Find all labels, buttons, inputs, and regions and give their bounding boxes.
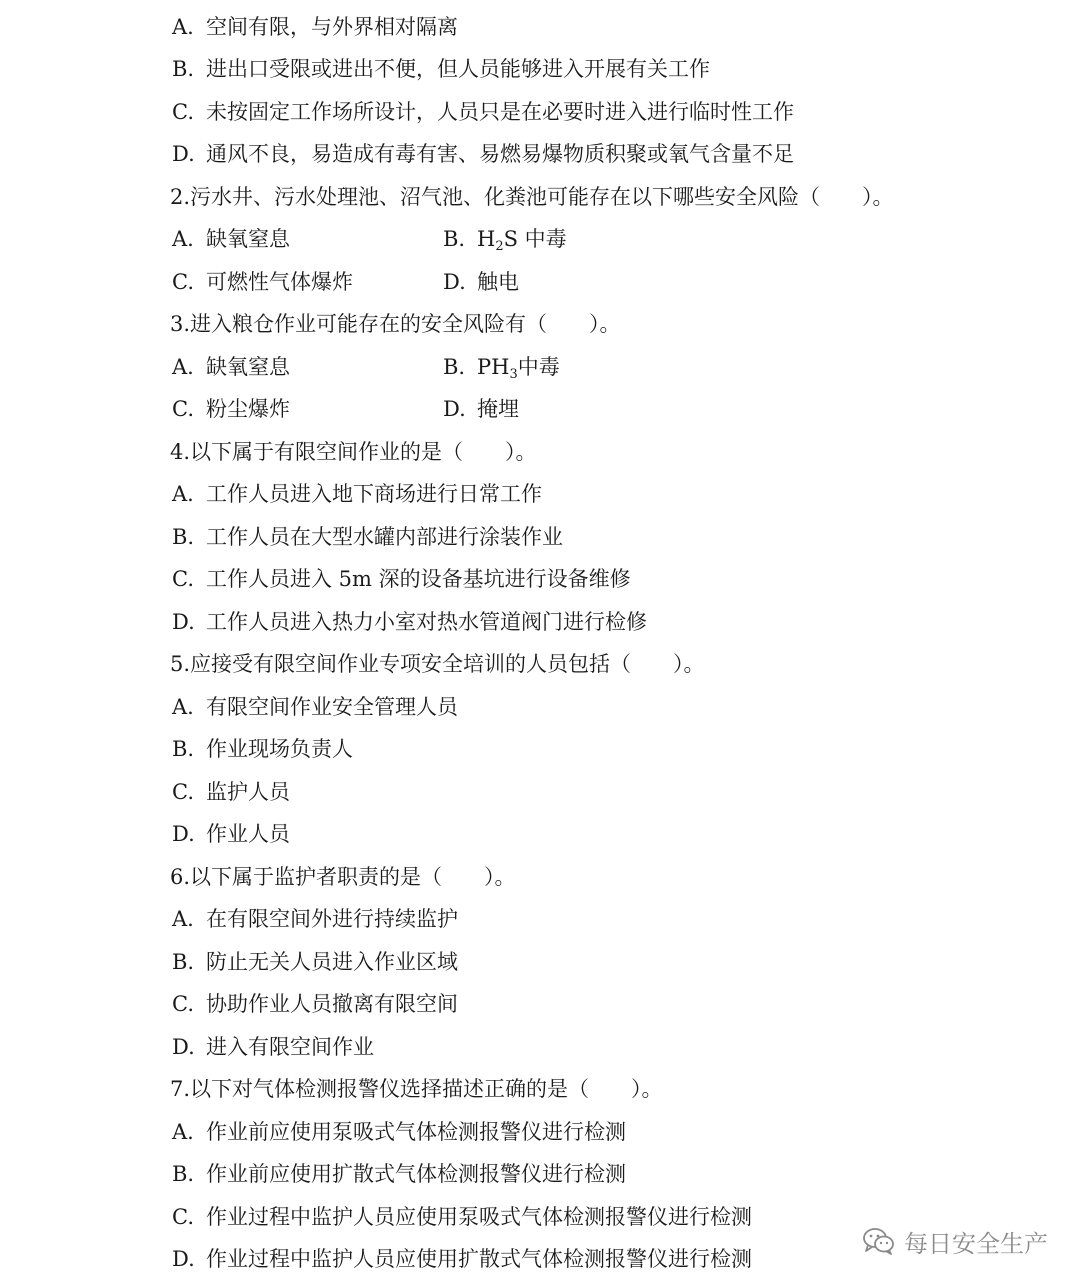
option-text: 缺氧窒息 [206,227,290,251]
question-text: 6.以下属于监护者职责的是（ ）。 [170,865,516,889]
question-text: 2.污水井、污水处理池、沼气池、化粪池可能存在以下哪些安全风险（ ）。 [170,185,894,209]
option-label: A. [172,227,194,251]
option-line [172,14,458,40]
option-text: 触电 [477,270,519,294]
watermark-text: 每日安全生产 [904,1229,1048,1258]
option-label: B. [443,227,466,251]
option-label: C. [172,270,194,294]
option-text: 通风不良，易造成有毒有害、易燃易爆物质积聚或氧气含量不足 [206,142,794,166]
option-text: 粉尘爆炸 [206,397,290,421]
option-line [172,226,290,252]
subscript: 3 [509,367,518,382]
question-line [170,1076,663,1102]
option-line [172,1119,626,1145]
option-text: 作业人员 [206,822,290,846]
option-label: D. [172,1247,195,1271]
option-text: $PH_3$中毒 [477,355,560,382]
option-line [172,906,458,932]
question-text: 4.以下属于有限空间作业的是（ ）。 [170,440,537,464]
option-label: B. [172,950,195,974]
option-label: C. [172,397,194,421]
option-text: 作业前应使用泵吸式气体检测报警仪进行检测 [206,1120,626,1144]
option-label: C. [172,100,194,124]
option-line [443,354,560,388]
option-line [443,396,519,422]
option-line [172,1161,626,1187]
option-label: D. [172,822,195,846]
question-text: 3.进入粮仓作业可能存在的安全风险有（ ）。 [170,312,621,336]
option-label: D. [172,142,195,166]
option-line [172,779,290,805]
question-line [170,311,621,337]
option-label: D. [443,270,466,294]
option-line [443,226,567,260]
question-line [170,439,537,465]
option-text: 未按固定工作场所设计，人员只是在必要时进入进行临时性工作 [206,100,794,124]
option-text: 工作人员进入地下商场进行日常工作 [206,482,542,506]
option-text: 掩埋 [477,397,519,421]
option-text: 防止无关人员进入作业区域 [206,950,458,974]
option-line [172,396,290,422]
option-line [172,736,353,762]
option-line [172,991,458,1017]
option-text: 工作人员进入热力小室对热水管道阀门进行检修 [206,610,647,634]
option-label: D. [172,610,195,634]
question-text: 5.应接受有限空间作业专项安全培训的人员包括（ ）。 [170,652,705,676]
subscript: 2 [495,239,504,254]
option-line [172,1204,752,1230]
option-label: A. [172,1120,194,1144]
option-label: C. [172,992,194,1016]
option-line [172,524,563,550]
option-text: 空间有限，与外界相对隔离 [206,15,458,39]
option-label: A. [172,355,194,379]
option-text: 进出口受限或进出不便，但人员能够进入开展有关工作 [206,57,710,81]
option-label: A. [172,907,194,931]
question-text: 7.以下对气体检测报警仪选择描述正确的是（ ）。 [170,1077,663,1101]
option-text: 协助作业人员撤离有限空间 [206,992,458,1016]
option-line [172,481,542,507]
option-text: $H_2S$ 中毒 [477,227,567,254]
option-text: 作业过程中监护人员应使用泵吸式气体检测报警仪进行检测 [206,1205,752,1229]
option-text: 工作人员在大型水罐内部进行涂装作业 [206,525,563,549]
question-line [170,864,516,890]
option-text: 进入有限空间作业 [206,1035,374,1059]
option-label: B. [172,57,195,81]
option-label: C. [172,567,194,591]
wechat-icon [862,1226,896,1256]
option-text: 有限空间作业安全管理人员 [206,695,458,719]
option-text: 可燃性气体爆炸 [206,270,353,294]
option-text: 工作人员进入 5m 深的设备基坑进行设备维修 [206,567,631,591]
option-label: B. [172,525,195,549]
option-label: A. [172,482,194,506]
option-text: 在有限空间外进行持续监护 [206,907,458,931]
option-label: B. [172,737,195,761]
option-text: 作业前应使用扩散式气体检测报警仪进行检测 [206,1162,626,1186]
option-line [172,609,647,635]
option-line [172,56,710,82]
option-label: D. [172,1035,195,1059]
option-line [172,1246,752,1272]
option-line [172,821,290,847]
option-text: 作业过程中监护人员应使用扩散式气体检测报警仪进行检测 [206,1247,752,1271]
option-line [172,949,458,975]
option-line [172,694,458,720]
option-line [172,1034,374,1060]
option-label: A. [172,695,194,719]
option-text: 作业现场负责人 [206,737,353,761]
option-line [172,566,631,592]
option-line [172,354,290,380]
option-label: D. [443,397,466,421]
option-line [172,141,794,167]
option-text: 缺氧窒息 [206,355,290,379]
option-line [172,99,794,125]
question-line [170,651,705,677]
watermark [862,1224,1048,1258]
option-text: 监护人员 [206,780,290,804]
option-label: B. [443,355,466,379]
option-line [172,269,353,295]
question-line [170,184,894,210]
option-line [443,269,519,295]
option-label: B. [172,1162,195,1186]
option-label: C. [172,1205,194,1229]
option-label: C. [172,780,194,804]
option-label: A. [172,15,194,39]
